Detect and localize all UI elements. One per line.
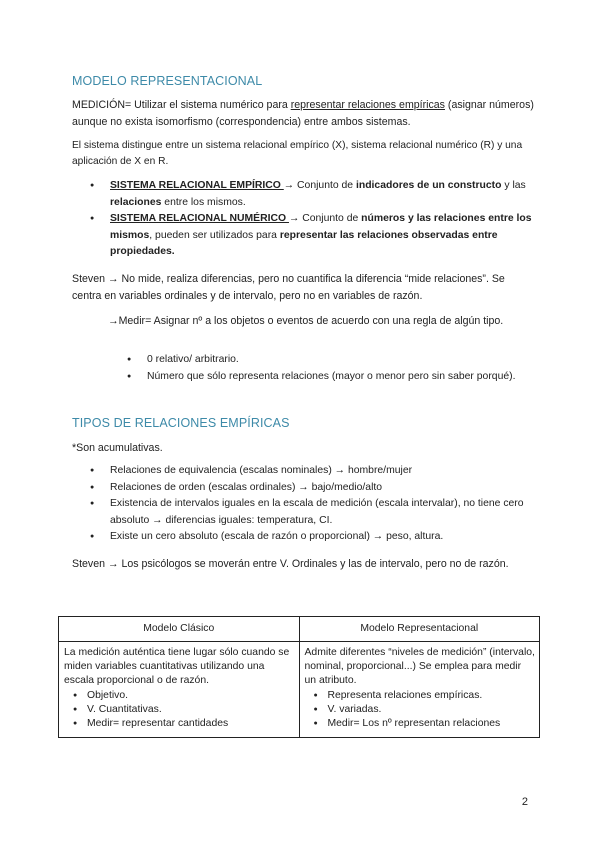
comparison-table	[58, 616, 540, 738]
cell-text: La medición auténtica tiene lugar sólo cuando se miden variables cuantitativas utilizando una escala proporcional o de razón.	[64, 647, 290, 687]
list-item: ● Existe un cero absoluto (escala de razón o proporcional) → peso, altura.	[90, 529, 536, 546]
steven-paragraph-1: Steven → No mide, realiza diferencias, pero no cuantifica la diferencia “mide relaciones”. Se centra en variables ordinales y de intervalo, pero no en variables de razón.	[72, 273, 505, 302]
section-title-modelo-representacional: MODELO REPRESENTACIONAL	[72, 74, 263, 88]
table-cell-clasico	[59, 642, 300, 738]
list-item: ● Relaciones de equivalencia (escalas nominales) → hombre/mujer	[90, 463, 536, 480]
medicion-underlined-phrase: representar relaciones empíricas	[290, 99, 445, 111]
cell-bullet-list	[305, 689, 536, 732]
sistema-intro-paragraph: El sistema distingue entre un sistema relacional empírico (X), sistema relacional numérico (R) y una aplicación de X en R.	[72, 140, 523, 167]
list-item: ● SISTEMA RELACIONAL EMPÍRICO → Conjunto de indicadores de un constructo y las relaciones entre los mismos.	[90, 178, 536, 211]
medicion-label: MEDICIÓN= Utilizar el sistema numérico para	[72, 99, 291, 111]
list-item: ● V. variadas.	[305, 703, 536, 717]
list-item: ● Medir= Los nº representan relaciones	[305, 717, 536, 731]
table-header-representacional: Modelo Representacional	[299, 617, 540, 642]
list-item: ● Objetivo.	[64, 689, 295, 703]
table-header-clasico: Modelo Clásico	[59, 617, 300, 642]
list-item: ● Número que sólo representa relaciones (mayor o menor pero sin saber porqué).	[127, 369, 527, 386]
acumulativas-note: *Son acumulativas.	[72, 442, 163, 454]
list-item: ● SISTEMA RELACIONAL NUMÉRICO → Conjunto de números y las relaciones entre los mismos, pueden ser utilizados para representar las relaciones observadas entre propiedades.	[90, 211, 536, 261]
list-item: ● Existencia de intervalos iguales en la escala de medición (escala intervalar), no tiene cero absoluto → diferencias iguales: temperatura, CI.	[90, 496, 536, 529]
medir-bullet-list	[127, 352, 527, 385]
list-item: ● Representa relaciones empíricas.	[305, 689, 536, 703]
table-cell-representacional	[299, 642, 540, 738]
list-item: ● V. Cuantitativas.	[64, 703, 295, 717]
bullet-term: SISTEMA RELACIONAL NUMÉRICO	[110, 213, 289, 224]
relaciones-bullet-list	[90, 463, 536, 546]
list-item: ● Relaciones de orden (escalas ordinales) → bajo/medio/alto	[90, 480, 536, 497]
table-row	[59, 642, 540, 738]
sistema-bullet-list	[90, 178, 536, 261]
bullet-term: SISTEMA RELACIONAL EMPÍRICO	[110, 180, 284, 191]
list-item: ● 0 relativo/ arbitrario.	[127, 352, 527, 369]
table-header-row	[59, 617, 540, 642]
section-title-tipos-relaciones: TIPOS DE RELACIONES EMPÍRICAS	[72, 416, 290, 430]
medir-paragraph: →Medir= Asignar nº a los objetos o eventos de acuerdo con una regla de algún tipo.	[108, 315, 504, 327]
cell-bullet-list	[64, 689, 295, 732]
medicion-paragraph	[72, 97, 534, 130]
cell-text: Admite diferentes “niveles de medición” (intervalo, nominal, proporcional...) Se emplea para medir un atributo.	[304, 647, 535, 687]
page-number: 2	[521, 796, 528, 808]
steven-paragraph-2: Steven → Los psicólogos se moverán entre V. Ordinales y las de intervalo, pero no de razón.	[72, 558, 509, 570]
list-item: ● Medir= representar cantidades	[64, 717, 295, 731]
medicion-rest: (asignar números) aunque no exista isomorfismo (correspondencia) entre ambos sistemas.	[72, 99, 534, 128]
